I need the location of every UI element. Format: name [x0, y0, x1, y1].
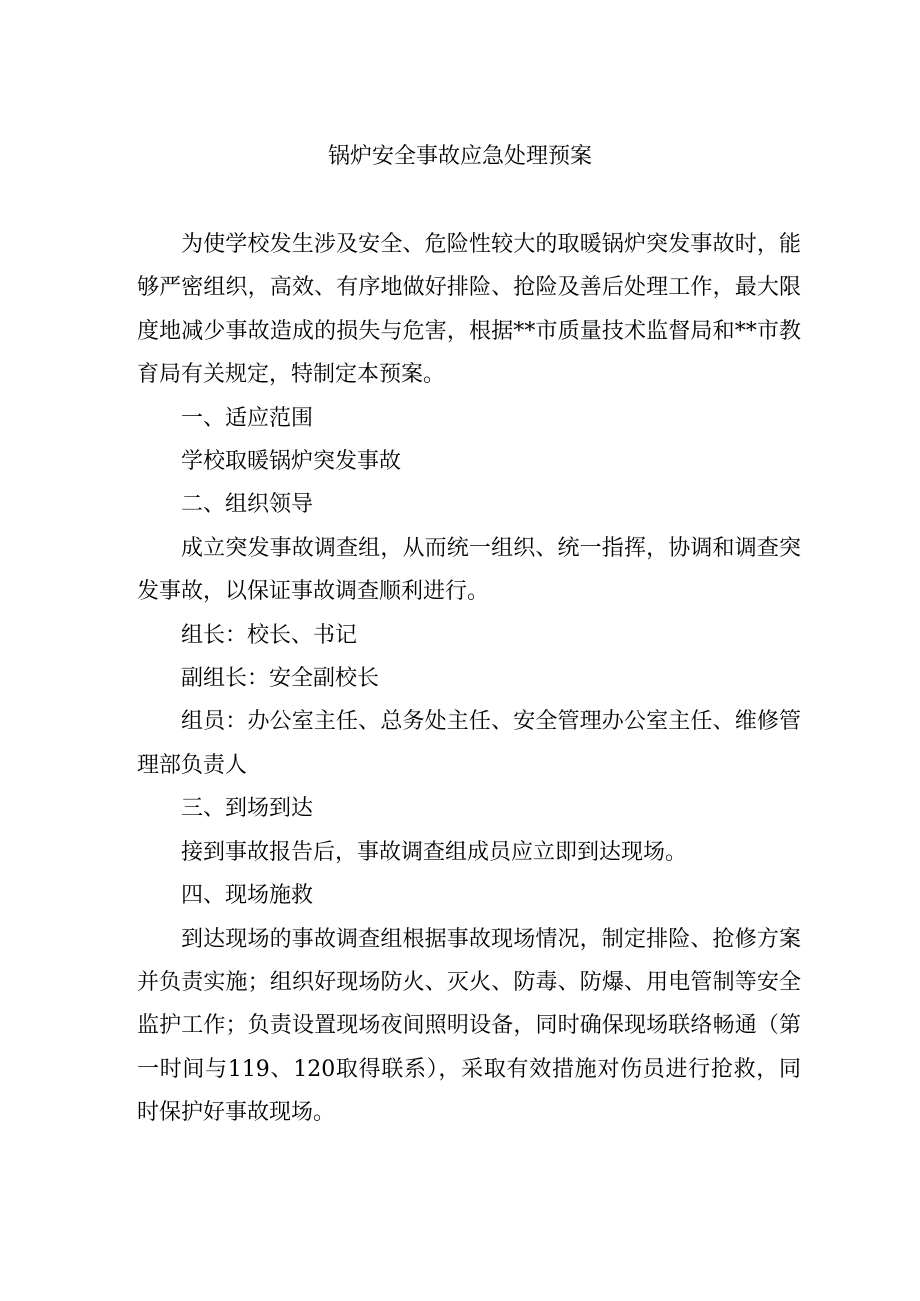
organization-paragraph: 成立突发事故调查组，从而统一组织、统一指挥，协调和调查突发事故，以保证事故调查顺利进行。 — [137, 535, 801, 605]
scope-paragraph: 学校取暖锅炉突发事故 — [181, 449, 402, 475]
section-heading-arrival: 三、到场到达 — [181, 796, 314, 822]
intro-paragraph: 为使学校发生涉及安全、危险性较大的取暖锅炉突发事故时，能够严密组织，高效、有序地做好排险、抢险及善后处理工作，最大限度地减少事故造成的损失与危害，根据**市质量技术监督局和**市教育局有关规定，特制定本预案。 — [137, 232, 801, 388]
rescue-paragraph: 到达现场的事故调查组根据事故现场情况，制定排险、抢修方案并负责实施；组织好现场防火、灭火、防毒、防爆、用电管制等安全监护工作；负责设置现场夜间照明设备，同时确保现场联络畅通（第一时间与119、120取得联系），采取有效措施对伤员进行抢救，同时保护好事故现场。 — [137, 926, 802, 1126]
document-title: 锅炉安全事故应急处理预案 — [327, 144, 592, 169]
team-leader-line: 组长：校长、书记 — [181, 622, 358, 648]
deputy-leader-line: 副组长：安全副校长 — [181, 666, 380, 692]
section-heading-scope: 一、适应范围 — [181, 405, 314, 431]
document-body — [137, 223, 801, 1135]
team-members-paragraph: 组员：办公室主任、总务处主任、安全管理办公室主任、维修管理部负责人 — [137, 709, 801, 778]
arrival-paragraph: 接到事故报告后，事故调查组成员应立即到达现场。 — [181, 839, 688, 865]
section-heading-organization: 二、组织领导 — [181, 492, 314, 518]
section-heading-rescue: 四、现场施救 — [181, 883, 314, 909]
